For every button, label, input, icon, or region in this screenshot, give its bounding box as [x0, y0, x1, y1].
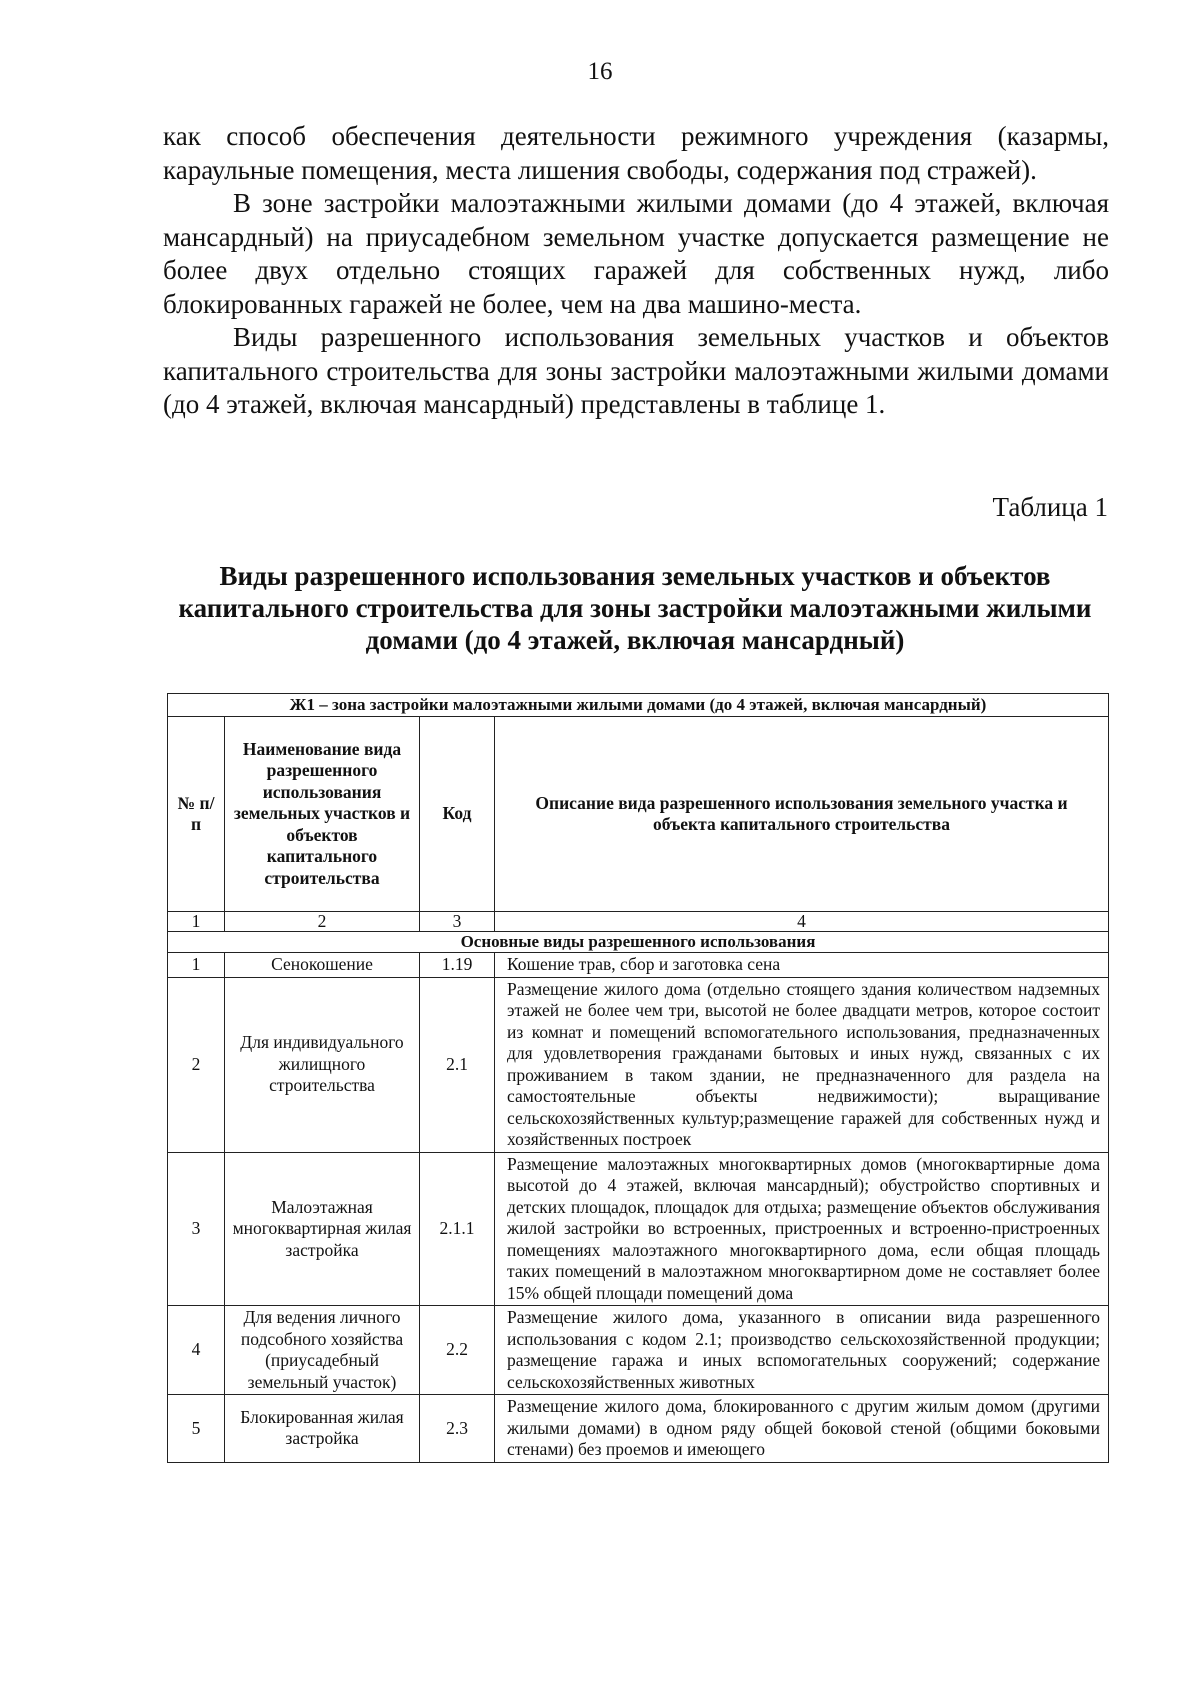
row-name: Блокированная жилая застройка — [225, 1395, 420, 1463]
body-text — [163, 120, 1109, 422]
row-description: Размещение жилого дома (отдельно стоящего здания количеством надземных этажей не более чем три, высотой не более двадцати метров, которое состоит из комнат и помещений вспомогательного использования, предназначенных для удовлетворения гражданами бытовых и иных нужд, связанных с их проживанием в таком здании, не предназначенного для раздела на самостоятельные объекты недвижимости); выращивание сельскохозяйственных культур;размещение гаражей для собственных нужд и хозяйственных построек — [495, 977, 1109, 1152]
column-number-2: 2 — [225, 912, 420, 932]
column-number-row — [168, 912, 1109, 932]
row-number: 5 — [168, 1395, 225, 1463]
table-title: Виды разрешенного использования земельных участков и объектов капитального строительства для зоны застройки малоэтажными жилыми домами (до 4 этажей, включая мансардный) — [178, 561, 1092, 655]
row-code: 2.1.1 — [420, 1152, 495, 1306]
row-code: 2.2 — [420, 1306, 495, 1395]
row-code: 2.3 — [420, 1395, 495, 1463]
paragraph-continuation: как способ обеспечения деятельности режимного учреждения (казармы, караульные помещения, места лишения свободы, содержания под стражей). — [163, 121, 1109, 185]
column-header-row — [168, 717, 1109, 912]
header-number: № п/п — [168, 717, 225, 912]
row-code: 1.19 — [420, 953, 495, 978]
table-row — [168, 1306, 1109, 1395]
zone-header-row — [168, 694, 1109, 717]
header-code: Код — [420, 717, 495, 912]
row-code: 2.1 — [420, 977, 495, 1152]
row-name: Сенокошение — [225, 953, 420, 978]
row-description: Размещение жилого дома, блокированного с другим жилым домом (другими жилыми домами) в одном ряду общей боковой стеной (общими боковыми стенами) без проемов и имеющего — [495, 1395, 1109, 1463]
land-use-table — [167, 693, 1109, 1463]
column-number-3: 3 — [420, 912, 495, 932]
column-number-1: 1 — [168, 912, 225, 932]
paragraph-garages: В зоне застройки малоэтажными жилыми домами (до 4 этажей, включая мансардный) на приусадебном земельном участке допускается размещение не более двух отдельно стоящих гаражей для собственных нужд, либо блокированных гаражей не более, чем на два машино-места. — [163, 188, 1109, 319]
row-number: 1 — [168, 953, 225, 978]
zone-header: Ж1 – зона застройки малоэтажными жилыми домами (до 4 этажей, включая мансардный) — [168, 694, 1109, 717]
row-name: Для индивидуального жилищного строительства — [225, 977, 420, 1152]
table-caption: Таблица 1 — [992, 492, 1108, 522]
row-description: Размещение жилого дома, указанного в описании вида разрешенного использования с кодом 2.1; производство сельскохозяйственной продукции; размещение гаража и иных вспомогательных сооружений; содержание сельскохозяйственных животных — [495, 1306, 1109, 1395]
section-row — [168, 932, 1109, 953]
table-row — [168, 953, 1109, 978]
paragraph-table-reference: Виды разрешенного использования земельных участков и объектов капитального строительства для зоны застройки малоэтажными жилыми домами (до 4 этажей, включая мансардный) представлены в таблице 1. — [163, 322, 1109, 419]
table-row — [168, 1152, 1109, 1306]
row-number: 4 — [168, 1306, 225, 1395]
section-main-header: Основные виды разрешенного использования — [168, 932, 1109, 953]
row-description: Размещение малоэтажных многоквартирных домов (многоквартирные дома высотой до 4 этажей, включая мансардный); обустройство спортивных и детских площадок, площадок для отдыха; размещение объектов обслуживания жилой застройки во встроенных, пристроенных и встроенно-пристроенных помещениях малоэтажного многоквартирного дома, если общая площадь таких помещений в малоэтажном многоквартирном доме не составляет более 15% общей площади помещений дома — [495, 1152, 1109, 1306]
row-number: 3 — [168, 1152, 225, 1306]
table-row — [168, 977, 1109, 1152]
header-description: Описание вида разрешенного использования земельного участка и объекта капитального строительства — [495, 717, 1109, 912]
header-name: Наименование вида разрешенного использования земельных участков и объектов капитального строительства — [225, 717, 420, 912]
column-number-4: 4 — [495, 912, 1109, 932]
row-number: 2 — [168, 977, 225, 1152]
row-description: Кошение трав, сбор и заготовка сена — [495, 953, 1109, 978]
row-name: Малоэтажная многоквартирная жилая застройка — [225, 1152, 420, 1306]
page-number: 16 — [587, 58, 613, 85]
table-row — [168, 1395, 1109, 1463]
row-name: Для ведения личного подсобного хозяйства (приусадебный земельный участок) — [225, 1306, 420, 1395]
